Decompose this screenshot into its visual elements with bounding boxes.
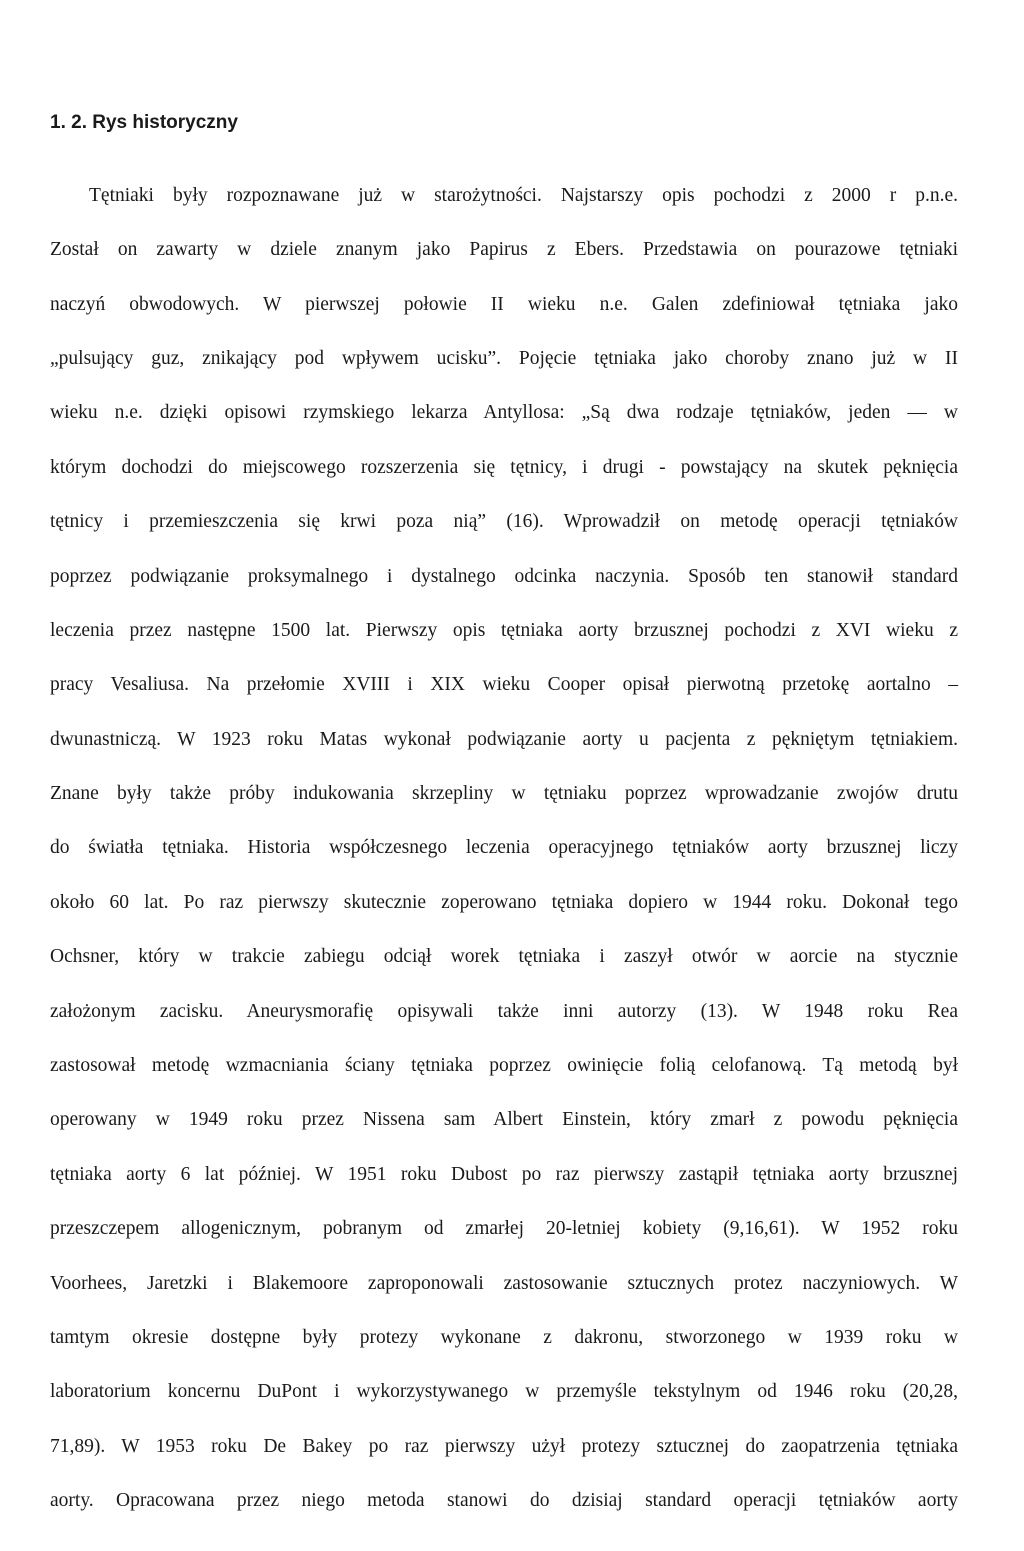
text-line: naczyń obwodowych. W pierwszej połowie II wieku n.e. Galen zdefiniował tętniaka jako <box>50 293 958 315</box>
text-line: około 60 lat. Po raz pierwszy skutecznie zoperowano tętniaka dopiero w 1944 roku. Dokonał tego <box>50 891 958 913</box>
text-line: wieku n.e. dzięki opisowi rzymskiego lekarza Antyllosa: „Są dwa rodzaje tętniaków, jeden — w <box>50 402 958 424</box>
text-line: dwunastniczą. W 1923 roku Matas wykonał podwiązanie aorty u pacjenta z pękniętym tętniakiem. <box>50 728 958 750</box>
text-line: „pulsujący guz, znikający pod wpływem ucisku”. Pojęcie tętniaka jako choroby znano już w II <box>50 347 958 369</box>
text-line: aorty. Opracowana przez niego metoda stanowi do dzisiaj standard operacji tętniaków aorty <box>50 1490 958 1512</box>
text-line: 71,89). W 1953 roku De Bakey po raz pierwszy użył protezy sztucznej do zaopatrzenia tętniaka <box>50 1435 958 1457</box>
text-line: Tętniaki były rozpoznawane już w starożytności. Najstarszy opis pochodzi z 2000 r p.n.e. <box>89 184 958 206</box>
text-line: założonym zacisku. Aneurysmorafię opisywali także inni autorzy (13). W 1948 roku Rea <box>50 1000 958 1022</box>
text-line: przeszczepem allogenicznym, pobranym od zmarłej 20-letniej kobiety (9,16,61). W 1952 roku <box>50 1218 958 1240</box>
text-line: laboratorium koncernu DuPont i wykorzystywanego w przemyśle tekstylnym od 1946 roku (20,28, <box>50 1381 958 1403</box>
text-line: którym dochodzi do miejscowego rozszerzenia się tętnicy, i drugi - powstający na skutek pęknięcia <box>50 456 958 478</box>
body-text <box>50 169 958 1529</box>
document-page <box>50 112 958 1529</box>
text-line: Voorhees, Jaretzki i Blakemoore zaproponowali zastosowanie sztucznych protez naczyniowych. W <box>50 1272 958 1294</box>
text-line: Ochsner, który w trakcie zabiegu odciął worek tętniaka i zaszył otwór w aorcie na stycznie <box>50 946 958 968</box>
text-line: poprzez podwiązanie proksymalnego i dystalnego odcinka naczynia. Sposób ten stanowił standard <box>50 565 958 587</box>
text-line: Został on zawarty w dziele znanym jako Papirus z Ebers. Przedstawia on pourazowe tętniaki <box>50 239 958 261</box>
text-line: tętnicy i przemieszczenia się krwi poza nią” (16). Wprowadził on metodę operacji tętniaków <box>50 511 958 533</box>
text-line: leczenia przez następne 1500 lat. Pierwszy opis tętniaka aorty brzusznej pochodzi z XVI wieku z <box>50 619 958 641</box>
text-line: zastosował metodę wzmacniania ściany tętniaka poprzez owinięcie folią celofanową. Tą metodą był <box>50 1055 958 1077</box>
text-line: do światła tętniaka. Historia współczesnego leczenia operacyjnego tętniaków aorty brzusznej liczy <box>50 837 958 859</box>
text-line: operowany w 1949 roku przez Nissena sam Albert Einstein, który zmarł z powodu pęknięcia <box>50 1109 958 1131</box>
section-heading: 1. 2. Rys historyczny <box>50 112 238 133</box>
text-line: tamtym okresie dostępne były protezy wykonane z dakronu, stworzonego w 1939 roku w <box>50 1327 958 1348</box>
text-line: tętniaka aorty 6 lat później. W 1951 roku Dubost po raz pierwszy zastąpił tętniaka aorty brzusznej <box>50 1163 958 1185</box>
text-line: pracy Vesaliusa. Na przełomie XVIII i XIX wieku Cooper opisał pierwotną przetokę aortalno – <box>50 674 958 696</box>
text-line: Znane były także próby indukowania skrzepliny w tętniaku poprzez wprowadzanie zwojów drutu <box>50 783 958 805</box>
